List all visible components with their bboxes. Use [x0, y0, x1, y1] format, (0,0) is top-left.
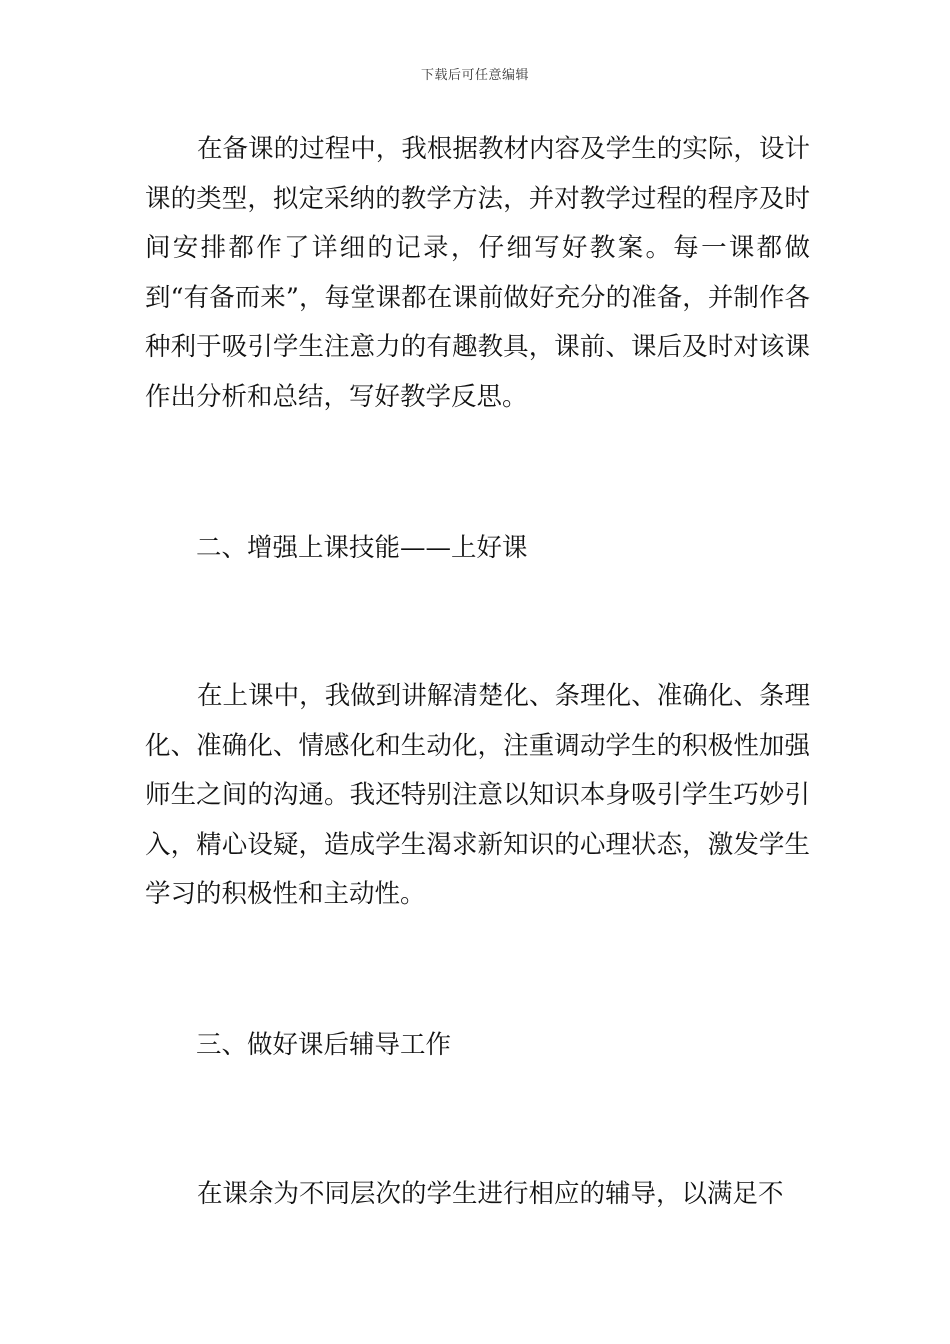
- page-header: 下载后可任意编辑: [420, 68, 529, 83]
- paragraph-lesson-preparation: 在备课的过程中，我根据教材内容及学生的实际，设计课的类型，拟定采纳的教学方法，并对教学过程的程序及时间安排都作了详细的记录，仔细写好教案。每一课都做到“有备而来”，每堂课都在课前做好充分的准备，并制作各种利于吸引学生注意力的有趣教具，课前、课后及时对该课作出分析和总结，写好教学反思。: [145, 134, 810, 412]
- paragraph-after-class-tutoring: 在课余为不同层次的学生进行相应的辅导，以满足不: [197, 1179, 784, 1209]
- heading-section-three: 三、做好课后辅导工作: [196, 1030, 452, 1060]
- heading-section-two: 二、增强上课技能——上好课: [196, 533, 528, 563]
- paragraph-teaching-skills: 在上课中，我做到讲解清楚化、条理化、准确化、条理化、准确化、情感化和生动化，注重调动学生的积极性加强师生之间的沟通。我还特别注意以知识本身吸引学生巧妙引入，精心设疑，造成学生渴求新知识的心理状态，激发学生学习的积极性和主动性。: [145, 681, 810, 909]
